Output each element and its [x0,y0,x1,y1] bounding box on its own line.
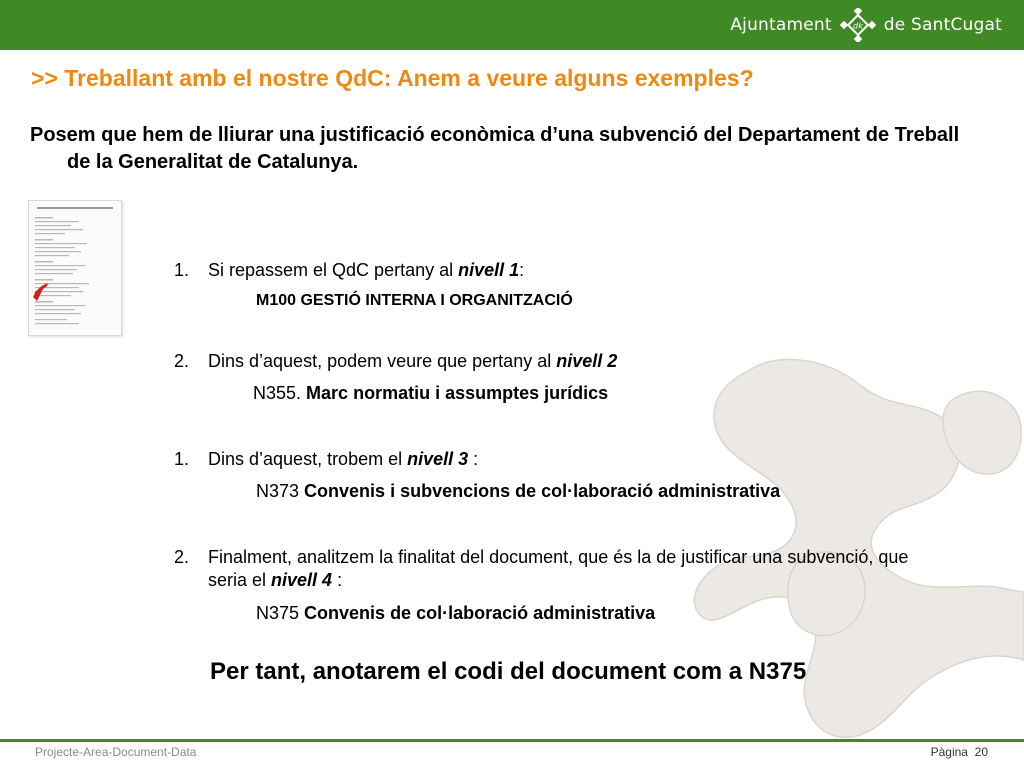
code-label: N373 [256,481,305,501]
step-4 [174,546,948,592]
document-thumbnail-icon [28,200,122,336]
step-number: 1. [174,449,190,469]
step-number: 2. [174,351,190,371]
level-label: nivell 3 [407,449,469,469]
header-bar [0,0,1024,50]
page-indicator [931,745,988,759]
step-text [208,259,948,282]
step-number: 2. [174,547,190,567]
code-label: N355. [253,383,307,403]
logo-text-right: de SantCugat [883,15,1002,35]
step-text-before: Dins d’aquest, trobem el [208,449,408,469]
level-label: nivell 1 [458,260,520,280]
intro-paragraph: Posem que hem de lliurar una justificació econòmica d’una subvenció del Departament de Treball de la Generalitat de Catalunya. [30,124,960,173]
conclusion-text: Per tant, anotarem el codi del document com a N375 [210,658,807,685]
code-label: N375 [256,603,305,623]
step-text-after: : [468,449,479,469]
code-description: Marc normatiu i assumptes jurídics [306,383,609,403]
level-label: nivell 2 [556,351,618,371]
step-4-code-line [256,603,655,624]
step-text-before: Dins d’aquest, podem veure que pertany al [208,351,557,371]
step-text [208,350,948,373]
page-label: Pàgina [930,745,968,759]
ajuntament-logo [730,8,1002,42]
step-1 [174,259,948,282]
step-number: 1. [174,260,190,280]
step-text [208,546,948,592]
footer-project-label: Projecte-Area-Document-Data [35,745,197,759]
step-text-before: Finalment, analitzem la finalitat del document, que és la de justificar una subvenció, que seria el [208,547,909,590]
step-2-code-line [253,383,608,404]
step-3-code-line [256,481,780,502]
step-text-after: : [332,570,343,590]
svg-text:dk: dk [852,21,863,31]
step-text-before: Si repassem el QdC pertany al [208,260,459,280]
code-description: Convenis i subvencions de col·laboració administrativa [304,481,781,501]
step-text [208,448,948,471]
step-1-description: M100 GESTIÓ INTERNA I ORGANITZACIÓ [256,292,573,309]
step-text-after: : [519,260,525,280]
page-number: 20 [974,745,988,759]
code-description: Convenis de col·laboració administrativa [304,603,656,623]
logo-text-left: Ajuntament [730,15,832,35]
level-label: nivell 4 [271,570,333,590]
sant-cugat-emblem-icon [840,8,876,42]
step-3 [174,448,948,471]
footer-divider [0,739,1024,742]
step-2 [174,350,948,373]
slide-title: >> Treballant amb el nostre QdC: Anem a veure alguns exemples? [31,65,754,91]
